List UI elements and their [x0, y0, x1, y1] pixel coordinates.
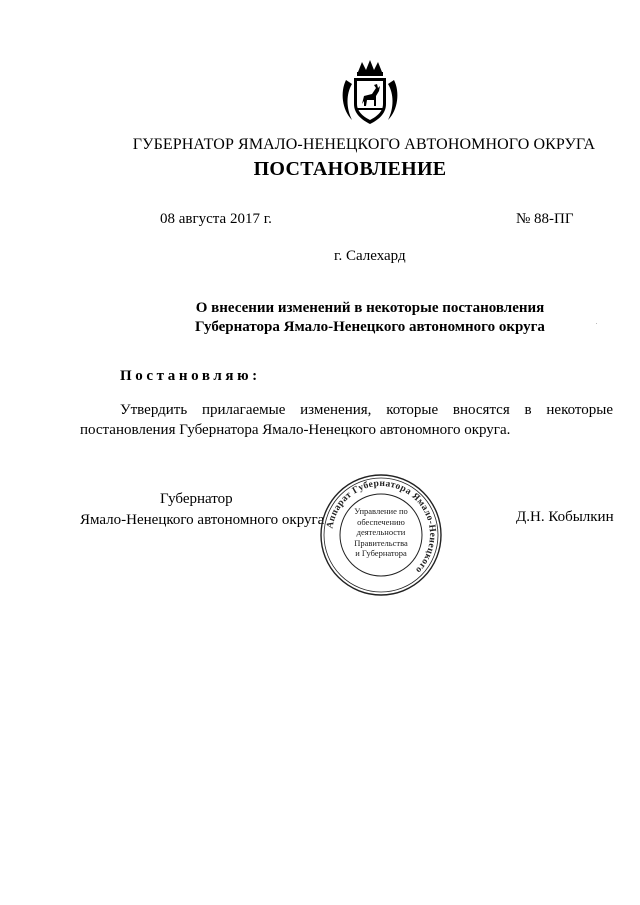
decree-word: Постановляю:: [120, 368, 261, 384]
issuing-authority: ГУБЕРНАТОР ЯМАЛО-НЕНЕЦКОГО АВТОНОМНОГО ОКРУГА: [132, 136, 596, 153]
subject-line-2: Губернатора Ямало-Ненецкого автономного округа: [195, 319, 545, 335]
signatory-title-line-2: Ямало-Ненецкого автономного округа: [80, 512, 325, 528]
stamp-outer-text: Аппарат Губернатора Ямало-Ненецкого: [325, 478, 438, 575]
signatory-name: Д.Н. Кобылкин: [516, 509, 614, 525]
body-paragraph: Утвердить прилагаемые изменения, которые вносятся в некоторые постановления Губернатора Ямало-Ненецкого автономного округа.: [80, 402, 613, 438]
document-type-title: ПОСТАНОВЛЕНИЕ: [253, 158, 447, 180]
stamp-inner-text: Управление по обеспечению деятельности Правительства и Губернатора: [354, 506, 408, 558]
scan-speck: [596, 323, 597, 324]
subject-line-1: О внесении изменений в некоторые постановления: [195, 300, 545, 316]
signatory-title: [80, 489, 326, 531]
document-subject: [120, 299, 620, 337]
document-number: № 88-ПГ: [516, 211, 574, 227]
signatory-title-line-1: Губернатор: [160, 491, 233, 507]
document-date: 08 августа 2017 г.: [160, 211, 272, 227]
coat-of-arms-icon: [340, 58, 400, 128]
document-city: г. Салехард: [334, 248, 406, 264]
